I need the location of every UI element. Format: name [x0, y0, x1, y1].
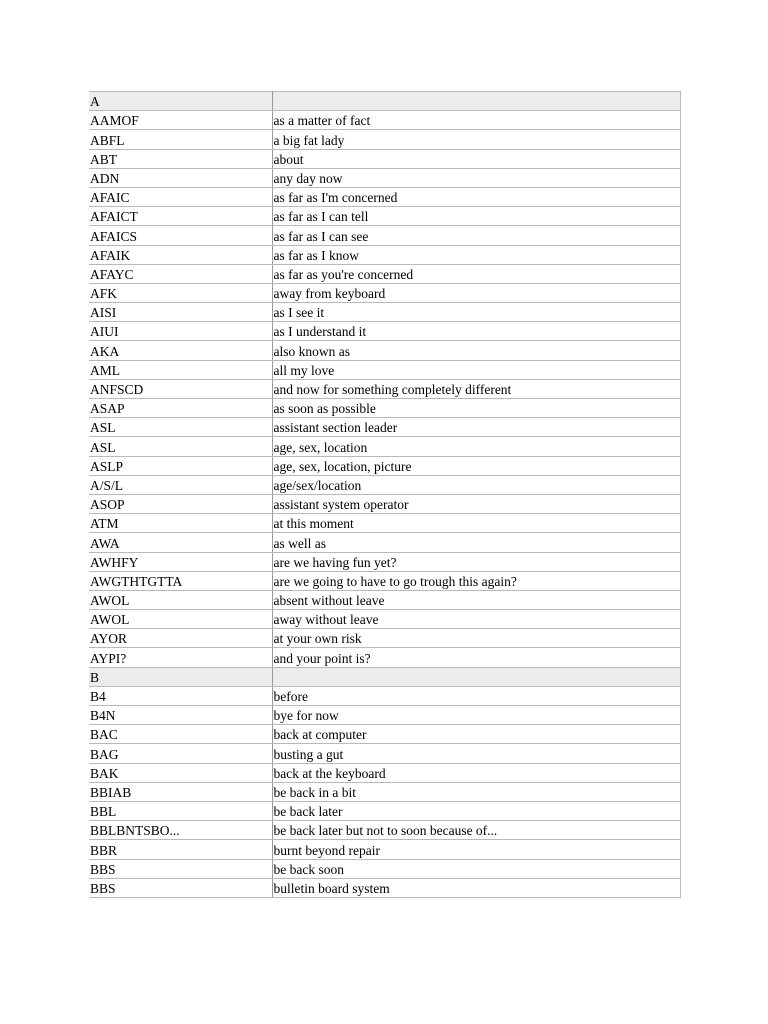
table-row [89, 399, 680, 418]
meaning-cell: and your point is? [272, 648, 680, 667]
section-header-empty-cell [272, 92, 680, 111]
abbreviation-cell: BBS [89, 878, 272, 897]
meaning-cell: as far as you're concerned [272, 264, 680, 283]
abbreviation-cell: BAC [89, 725, 272, 744]
abbreviation-cell: AWHFY [89, 552, 272, 571]
section-header-empty-cell [272, 667, 680, 686]
table-row [89, 610, 680, 629]
abbreviation-cell: BBIAB [89, 782, 272, 801]
abbreviation-cell: AFAIC [89, 187, 272, 206]
meaning-cell: as far as I know [272, 245, 680, 264]
meaning-cell: bulletin board system [272, 878, 680, 897]
meaning-cell: back at computer [272, 725, 680, 744]
abbreviation-cell: AWA [89, 533, 272, 552]
meaning-cell: age, sex, location [272, 437, 680, 456]
table-row [89, 111, 680, 130]
meaning-cell: at your own risk [272, 629, 680, 648]
table-row [89, 840, 680, 859]
table-row [89, 226, 680, 245]
table-row [89, 418, 680, 437]
abbreviation-cell: AFAIK [89, 245, 272, 264]
meaning-cell: as well as [272, 533, 680, 552]
table-row [89, 245, 680, 264]
section-header-row [89, 92, 680, 111]
meaning-cell: as soon as possible [272, 399, 680, 418]
meaning-cell: back at the keyboard [272, 763, 680, 782]
meaning-cell: be back later but not to soon because of... [272, 821, 680, 840]
abbreviation-cell: A/S/L [89, 475, 272, 494]
abbreviation-cell: ASLP [89, 456, 272, 475]
abbreviation-cell: ASL [89, 418, 272, 437]
table-row [89, 821, 680, 840]
table-row [89, 686, 680, 705]
section-letter: B [89, 667, 272, 686]
table-row [89, 648, 680, 667]
meaning-cell: about [272, 149, 680, 168]
abbreviation-cell: ASL [89, 437, 272, 456]
table-row [89, 130, 680, 149]
meaning-cell: before [272, 686, 680, 705]
table-row [89, 149, 680, 168]
table-row [89, 475, 680, 494]
meaning-cell: absent without leave [272, 590, 680, 609]
meaning-cell: all my love [272, 360, 680, 379]
table-row [89, 878, 680, 897]
abbreviation-cell: AWOL [89, 610, 272, 629]
table-row [89, 168, 680, 187]
table-row [89, 725, 680, 744]
abbreviation-cell: AYPI? [89, 648, 272, 667]
meaning-cell: busting a gut [272, 744, 680, 763]
meaning-cell: a big fat lady [272, 130, 680, 149]
table-row [89, 207, 680, 226]
abbreviation-cell: AISI [89, 303, 272, 322]
abbreviation-cell: AWOL [89, 590, 272, 609]
section-letter: A [89, 92, 272, 111]
table-row [89, 571, 680, 590]
table-row [89, 533, 680, 552]
meaning-cell: and now for something completely different [272, 379, 680, 398]
section-header-row [89, 667, 680, 686]
meaning-cell: be back later [272, 801, 680, 820]
table-row [89, 322, 680, 341]
table-row [89, 629, 680, 648]
table-row [89, 283, 680, 302]
meaning-cell: are we having fun yet? [272, 552, 680, 571]
abbreviation-cell: AAMOF [89, 111, 272, 130]
meaning-cell: as a matter of fact [272, 111, 680, 130]
meaning-cell: age/sex/location [272, 475, 680, 494]
meaning-cell: be back in a bit [272, 782, 680, 801]
table-row [89, 859, 680, 878]
meaning-cell: burnt beyond repair [272, 840, 680, 859]
meaning-cell: as far as I can tell [272, 207, 680, 226]
abbreviation-cell: ABFL [89, 130, 272, 149]
abbreviation-table [89, 91, 681, 898]
meaning-cell: also known as [272, 341, 680, 360]
abbreviation-cell: AFAYC [89, 264, 272, 283]
abbreviation-cell: B4 [89, 686, 272, 705]
abbreviation-cell: BAK [89, 763, 272, 782]
meaning-cell: away from keyboard [272, 283, 680, 302]
table-row [89, 303, 680, 322]
table-row [89, 514, 680, 533]
meaning-cell: any day now [272, 168, 680, 187]
table-row [89, 744, 680, 763]
meaning-cell: as I see it [272, 303, 680, 322]
abbreviation-cell: AFK [89, 283, 272, 302]
abbreviation-cell: B4N [89, 706, 272, 725]
abbreviation-cell: ATM [89, 514, 272, 533]
table-row [89, 763, 680, 782]
abbreviation-cell: BBL [89, 801, 272, 820]
table-row [89, 437, 680, 456]
abbreviation-cell: AFAICT [89, 207, 272, 226]
abbreviation-cell: ABT [89, 149, 272, 168]
meaning-cell: at this moment [272, 514, 680, 533]
table-row [89, 706, 680, 725]
abbreviation-cell: BAG [89, 744, 272, 763]
table-row [89, 379, 680, 398]
abbreviation-cell: ADN [89, 168, 272, 187]
abbreviation-table-body [89, 92, 680, 898]
abbreviation-cell: AML [89, 360, 272, 379]
abbreviation-cell: AFAICS [89, 226, 272, 245]
meaning-cell: assistant system operator [272, 494, 680, 513]
meaning-cell: are we going to have to go trough this again? [272, 571, 680, 590]
abbreviation-cell: AYOR [89, 629, 272, 648]
table-row [89, 341, 680, 360]
table-row [89, 264, 680, 283]
abbreviation-cell: AWGTHTGTTA [89, 571, 272, 590]
table-row [89, 494, 680, 513]
table-row [89, 801, 680, 820]
abbreviation-cell: BBS [89, 859, 272, 878]
table-row [89, 590, 680, 609]
abbreviation-cell: BBLBNTSBO... [89, 821, 272, 840]
abbreviation-cell: BBR [89, 840, 272, 859]
meaning-cell: as far as I'm concerned [272, 187, 680, 206]
meaning-cell: as I understand it [272, 322, 680, 341]
abbreviation-cell: ASOP [89, 494, 272, 513]
meaning-cell: be back soon [272, 859, 680, 878]
meaning-cell: age, sex, location, picture [272, 456, 680, 475]
table-row [89, 360, 680, 379]
meaning-cell: as far as I can see [272, 226, 680, 245]
meaning-cell: away without leave [272, 610, 680, 629]
table-row [89, 187, 680, 206]
abbreviation-cell: ANFSCD [89, 379, 272, 398]
abbreviation-cell: AKA [89, 341, 272, 360]
abbreviation-cell: ASAP [89, 399, 272, 418]
table-row [89, 782, 680, 801]
table-row [89, 456, 680, 475]
abbreviation-cell: AIUI [89, 322, 272, 341]
meaning-cell: bye for now [272, 706, 680, 725]
table-row [89, 552, 680, 571]
meaning-cell: assistant section leader [272, 418, 680, 437]
